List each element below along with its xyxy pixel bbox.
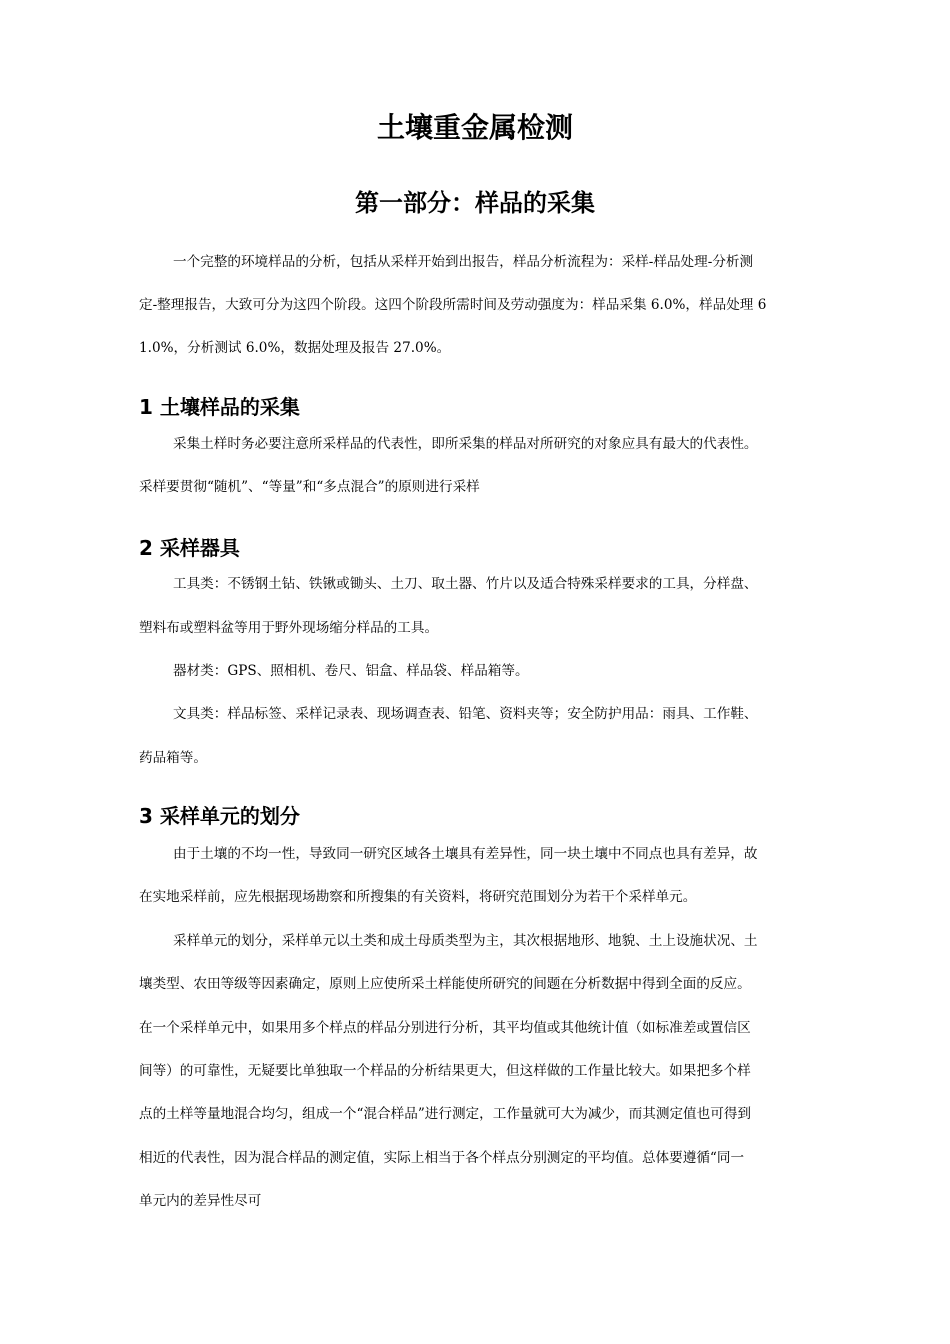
section-3-line: 相近的代表性，因为混合样品的测定值，实际上相当于各个样点分别测定的平均值。总体要遵循“同一 xyxy=(139,1150,745,1166)
intro-line: 1.0%，分析测试 6.0%，数据处理及报告 27.0%。 xyxy=(139,340,451,356)
section-1-line: 采集土样时务必要注意所采样品的代表性，即所采集的样品对所研究的对象应具有最大的代表性。 xyxy=(173,436,758,452)
section-3-line: 间等）的可靠性，无疑要比单独取一个样品的分析结果更大，但这样做的工作量比较大。如果把多个样 xyxy=(139,1063,751,1079)
section-2-heading: 2 采样器具 xyxy=(139,536,240,560)
section-2-line: 文具类：样品标签、采样记录表、现场调查表、铅笔、资料夹等；安全防护用品：雨具、工作鞋、 xyxy=(173,706,758,722)
section-2-line: 药品箱等。 xyxy=(139,750,207,766)
section-1-heading: 1 土壤样品的采集 xyxy=(139,395,300,419)
section-2-line: 塑料布或塑料盆等用于野外现场缩分样品的工具。 xyxy=(139,620,439,636)
section-3-heading: 3 采样单元的划分 xyxy=(139,804,300,828)
section-3-line: 在一个采样单元中，如果用多个样点的样品分别进行分析，其平均值或其他统计值（如标准差或置信区 xyxy=(139,1020,751,1036)
section-3-line: 由于土壤的不均一性，导致同一研究区域各土壤具有差异性，同一块土壤中不同点也具有差异，故 xyxy=(173,846,758,862)
section-1-line: 采样要贯彻“随机”、“等量”和“多点混合”的原则进行采样 xyxy=(139,479,480,495)
section-3-line: 壤类型、农田等级等因素确定，原则上应使所采土样能使所研究的间题在分析数据中得到全面的反应。 xyxy=(139,976,751,992)
document-title: 土壤重金属检测 xyxy=(376,111,573,144)
section-2-line: 器材类：GPS、照相机、卷尺、铝盒、样品袋、样品箱等。 xyxy=(173,663,529,679)
intro-line: 定-整理报告，大致可分为这四个阶段。这四个阶段所需时间及劳动强度为：样品采集 6.0%，样品处理 6 xyxy=(139,297,767,313)
section-3-line: 采样单元的划分，采样单元以土类和成土母质类型为主，其次根据地形、地貌、土上设施状况、土 xyxy=(173,933,758,949)
section-3-line: 单元内的差异性尽可 xyxy=(139,1193,262,1209)
section-3-line: 在实地采样前，应先根据现场勘察和所搜集的有关资料，将研究范围划分为若干个采样单元。 xyxy=(139,889,697,905)
section-3-line: 点的土样等量地混合均匀，组成一个“混合样品”进行测定，工作量就可大为减少，而其测定值也可得到 xyxy=(139,1106,752,1122)
part-title: 第一部分：样品的采集 xyxy=(355,189,595,217)
intro-line: 一个完整的环境样品的分析，包括从采样开始到出报告，样品分析流程为：采样-样品处理-分析测 xyxy=(173,254,754,270)
section-2-line: 工具类：不锈钢土钻、铁锹或锄头、土刀、取土器、竹片以及适合特殊采样要求的工具，分样盘、 xyxy=(173,576,758,592)
